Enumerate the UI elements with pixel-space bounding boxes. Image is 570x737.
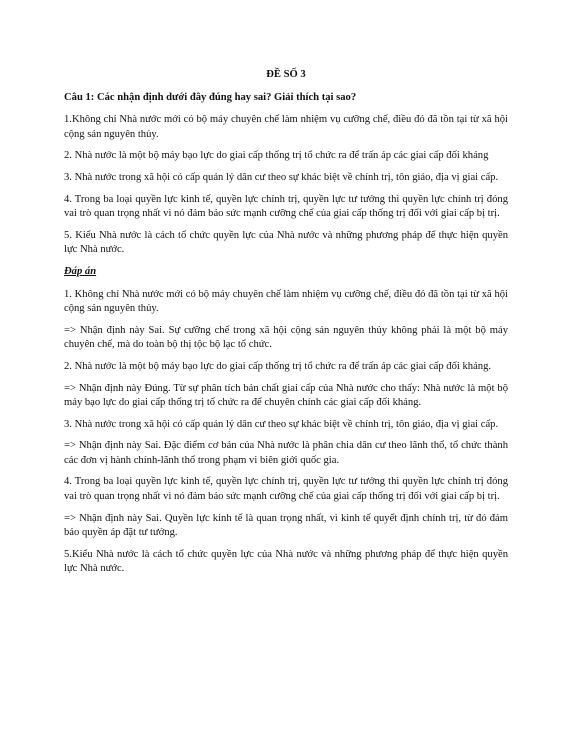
answer-explanation-3: => Nhận định này Sai. Đặc điểm cơ bản của Nhà nước là phân chia dân cư theo lãnh thổ, tổ chức thành các đơn vị hành chính-lãnh thổ trong phạm vi biên giới quốc gia. bbox=[64, 440, 508, 466]
answer-explanation-4: => Nhận định này Sai. Quyền lực kinh tế là quan trọng nhất, vì kinh tế quyết định chính trị, từ đó đảm bảo quyền áp đặt tư tưởng. bbox=[64, 512, 508, 539]
statement-4: 4. Trong ba loại quyền lực kinh tế, quyền lực chính trị, quyền lực tư tưởng thì quyền lực chính trị đóng vai trò quan trọng nhất vì nó đảm bảo sức mạnh cưỡng chế của giai cấp thống trị đối với giai cấp bị trị. bbox=[64, 193, 508, 220]
answer-statement-3: 3. Nhà nước trong xã hội có cấp quản lý dân cư theo sự khác biệt về chính trị, tôn giáo, địa vị giai cấp. bbox=[64, 418, 499, 430]
statement-1: 1.Không chỉ Nhà nước mới có bộ máy chuyên chế làm nhiệm vụ cưỡng chế, điều đó đã tồn tại từ xã hội cộng sản nguyên thủy. bbox=[64, 114, 508, 140]
statement-2: 2. Nhà nước là một bộ máy bạo lực do giai cấp thống trị tổ chức ra để trấn áp các giai cấp đối kháng bbox=[64, 150, 489, 162]
question-heading: Câu 1: Các nhận định dưới đây đúng hay sai? Giải thích tại sao? bbox=[64, 91, 357, 103]
answer-statement-4: 4. Trong ba loại quyền lực kinh tế, quyền lực chính trị, quyền lực tư tưởng thì quyền lực chính trị đóng vai trò quan trọng nhất vì nó đảm bảo sức mạnh cưỡng chế của giai cấp thống trị đối với giai cấp bị trị. bbox=[64, 476, 508, 503]
answer-heading: Đáp án bbox=[64, 265, 97, 277]
answer-statement-2: 2. Nhà nước là một bộ máy bạo lực do giai cấp thống trị tổ chức ra để trấn áp các giai cấp đối kháng. bbox=[64, 360, 492, 372]
answer-statement-5: 5.Kiểu Nhà nước là cách tổ chức quyền lực của Nhà nước và những phương pháp để thực hiện quyền lực Nhà nước. bbox=[64, 548, 508, 575]
answer-explanation-2: => Nhận định này Đúng. Từ sự phân tích bản chất giai cấp của Nhà nước cho thấy: Nhà nước là một bộ máy bạo lực do giai cấp thống trị tổ chức ra để chuyên chính các giai cấp đối kháng. bbox=[64, 382, 508, 409]
answer-statement-1: 1. Không chỉ Nhà nước mới có bộ máy chuyên chế làm nhiệm vụ cưỡng chế, điều đó đã tồn tại từ xã hội cộng sản nguyên thủy. bbox=[64, 288, 508, 315]
statement-5: 5. Kiểu Nhà nước là cách tổ chức quyền lực của Nhà nước và những phương pháp để thực hiện quyền lực Nhà nước. bbox=[64, 229, 508, 256]
statement-3: 3. Nhà nước trong xã hội có cấp quản lý dân cư theo sự khác biệt về chính trị, tôn giáo, địa vị giai cấp. bbox=[64, 171, 499, 183]
answer-explanation-1: => Nhận định này Sai. Sự cưỡng chế trong xã hội cộng sản nguyên thủy không phải là một bộ máy chuyên chế, mà do toàn bộ thị tộc bộ lạc tổ chức. bbox=[64, 324, 508, 351]
document-title: ĐỀ SỐ 3 bbox=[266, 69, 306, 80]
